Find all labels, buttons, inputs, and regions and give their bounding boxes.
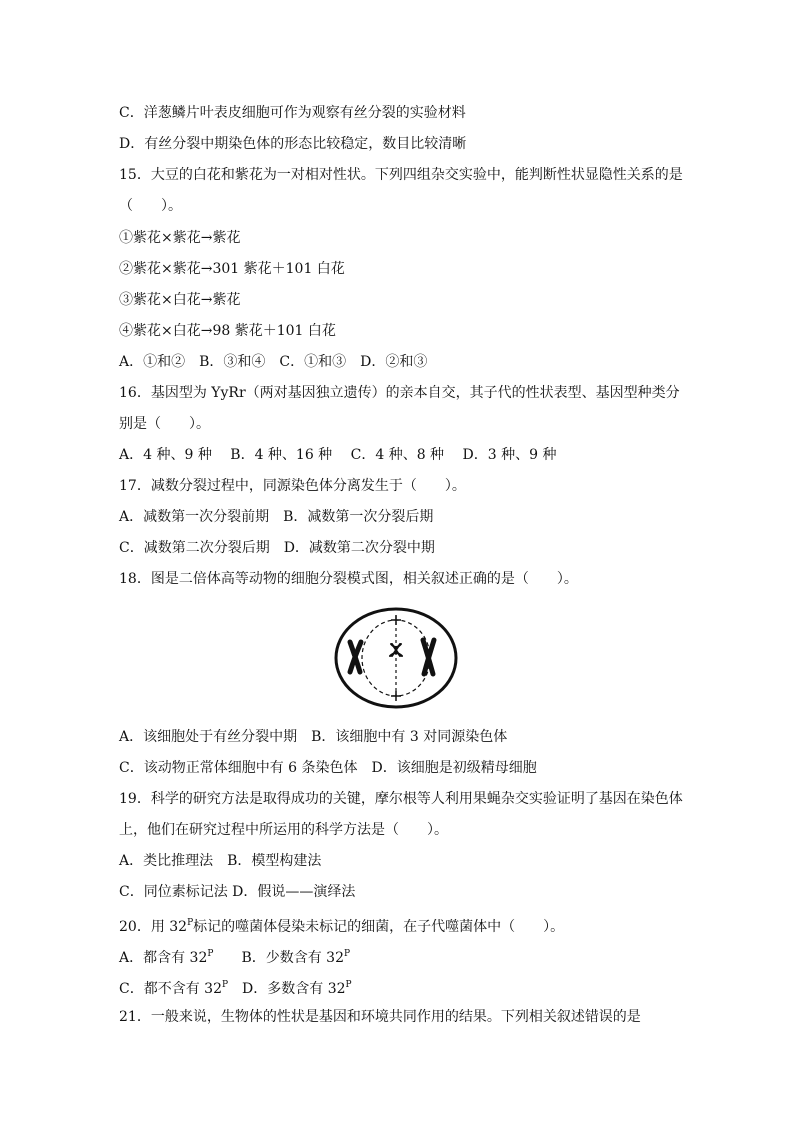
q20-option-b: B．少数含有 32 <box>241 950 344 966</box>
q16-stem-line1: 16．基因型为 YyRr（两对基因独立遗传）的亲本自交，其子代的性状表型、基因型种类分 <box>119 385 680 401</box>
centrosome-top <box>391 615 401 625</box>
q16-options: A．4 种、9 种 B．4 种、16 种 C．4 种、8 种 D．3 种、9 种 <box>119 447 557 463</box>
q19-stem-line2: 上，他们在研究过程中所运用的科学方法是（ ）。 <box>119 822 448 838</box>
q17-stem: 17．减数分裂过程中，同源染色体分离发生于（ ）。 <box>119 478 466 494</box>
q20-stem-pre: 20．用 32 <box>119 919 188 935</box>
cell-division-diagram <box>333 606 459 710</box>
q17-options-cd: C．减数第二次分裂后期 D．减数第二次分裂中期 <box>119 540 435 556</box>
q20-options-cd: C．都不含有 $32^P$ D．多数含有 $32^P$ <box>119 980 352 997</box>
q20-option-d: D．多数含有 32 <box>242 981 346 997</box>
q15-options: A．①和② B．③和④ C．①和③ D．②和③ <box>119 354 428 370</box>
q15-cross-3: ③紫花×白花→紫花 <box>119 292 241 308</box>
q20-option-c: C．都不含有 32 <box>119 981 222 997</box>
centrosome-bottom <box>391 691 401 701</box>
q15-cross-4: ④紫花×白花→98 紫花＋101 白花 <box>119 323 336 339</box>
q15-stem-line1: 15．大豆的白花和紫花为一对相对性状。下列四组杂交实验中，能判断性状显隐性关系的是 <box>119 167 683 183</box>
q19-options-cd: C．同位素标记法 D．假说——演绎法 <box>119 884 356 900</box>
q18-options-cd: C．该动物正常体细胞中有 6 条染色体 D．该细胞是初级精母细胞 <box>119 760 537 776</box>
q17-options-ab: A．减数第一次分裂前期 B．减数第一次分裂后期 <box>119 509 434 525</box>
q20-option-a: A．都含有 32 <box>119 950 208 966</box>
q18-stem: 18．图是二倍体高等动物的细胞分裂模式图，相关叙述正确的是（ ）。 <box>119 571 578 587</box>
q15-stem-line2: （ ）。 <box>119 198 182 214</box>
q16-stem-line2: 别是（ ）。 <box>119 416 210 432</box>
q20-stem-post: 标记的噬菌体侵染未标记的细菌，在子代噬菌体中（ ）。 <box>193 919 565 935</box>
q15-cross-2: ②紫花×紫花→301 紫花＋101 白花 <box>119 261 345 277</box>
q19-options-ab: A．类比推理法 B．模型构建法 <box>119 853 322 869</box>
q19-stem-line1: 19．科学的研究方法是取得成功的关键，摩尔根等人利用果蝇杂交实验证明了基因在染色体 <box>119 791 683 807</box>
q18-options-ab: A．该细胞处于有丝分裂中期 B．该细胞中有 3 对同源染色体 <box>119 729 508 745</box>
q14-option-d: D．有丝分裂中期染色体的形态比较稳定，数目比较清晰 <box>119 136 467 152</box>
q20-stem-sup: P <box>187 918 194 928</box>
chromosome-left <box>350 642 361 672</box>
q21-stem: 21．一般来说，生物体的性状是基因和环境共同作用的结果。下列相关叙述错误的是 <box>119 1009 641 1025</box>
q20-stem <box>119 913 564 937</box>
q20-options-ab: A．都含有 $32^P$ B．少数含有 $32^P$ <box>119 949 351 966</box>
q15-cross-1: ①紫花×紫花→紫花 <box>119 230 241 246</box>
q14-option-c: C．洋葱鳞片叶表皮细胞可作为观察有丝分裂的实验材料 <box>119 105 466 121</box>
